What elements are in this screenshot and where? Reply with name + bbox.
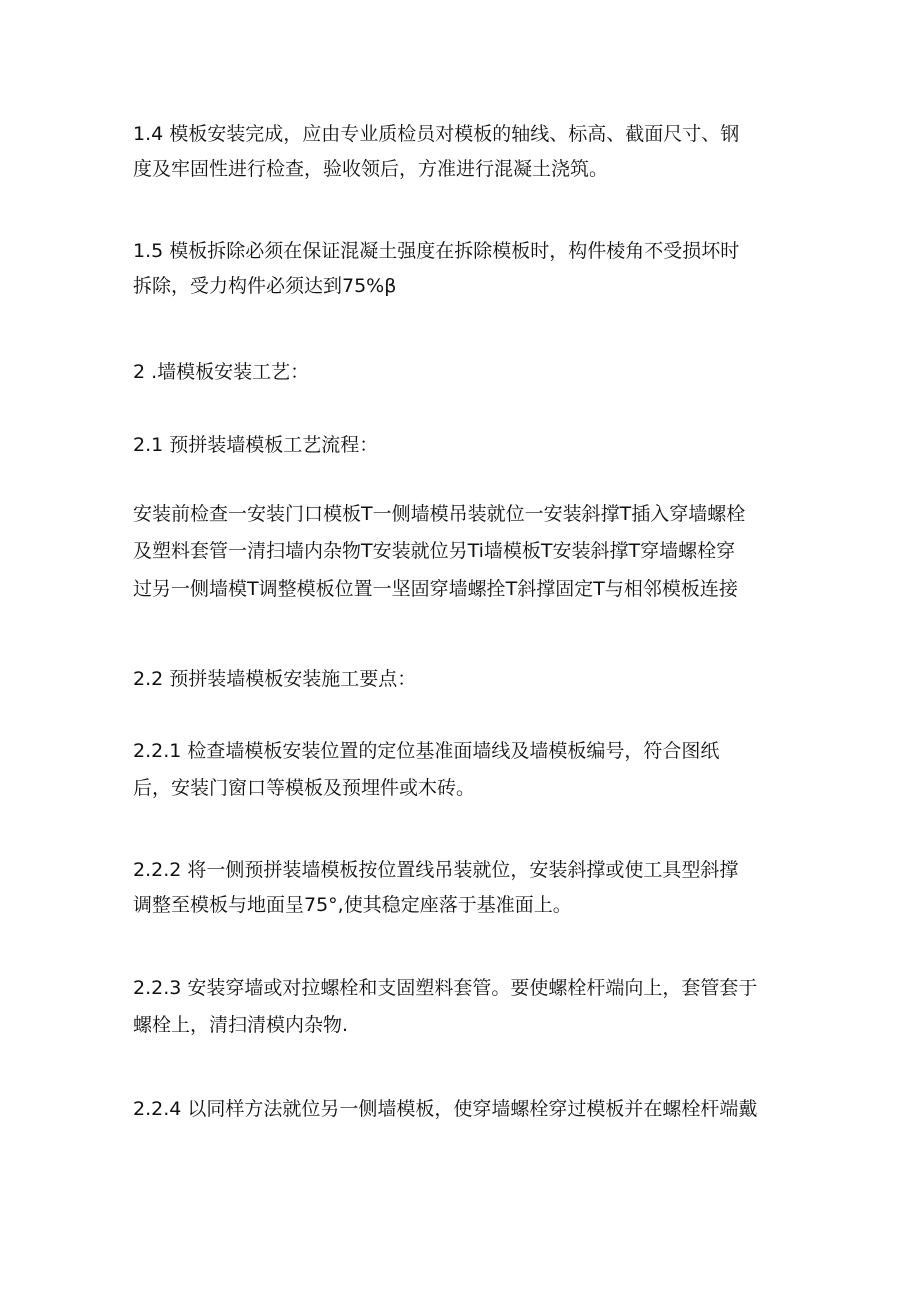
paragraph-2-2-2: [133, 853, 793, 923]
text-line: 2.2 预拼装墙模板安装施工要点：: [133, 668, 417, 690]
paragraph-2-2-3: [133, 971, 793, 1044]
text-line: 螺栓上，清扫清模内杂物.: [133, 1014, 349, 1036]
text-line: 拆除，受力构件必须达到75%β: [133, 275, 397, 297]
text-line: 及塑料套管一清扫墙内杂物T安装就位另Ti墙模板T安装斜撑T穿墙螺栓穿: [133, 540, 736, 562]
text-line: 1.4 模板安装完成，应由专业质检员对模板的轴线、标高、截面尺寸、钢: [133, 123, 740, 145]
text-line: 后，安装门窗口等模板及预埋件或木砖。: [133, 777, 476, 799]
text-line: 调整至模板与地面呈75°,使其稳定座落于基准面上。: [133, 894, 572, 916]
text-line: 2.1 预拼装墙模板工艺流程：: [133, 434, 379, 456]
text-line: 2 .墙模板安装工艺：: [133, 361, 310, 383]
text-line: 2.2.3 安装穿墙或对拉螺栓和支固塑料套管。要使螺栓杆端向上，套管套于: [133, 977, 758, 999]
text-line: 过另一侧墙模T调整模板位置一坚固穿墙螺拴T斜撑固定T与相邻模板连接: [133, 578, 738, 600]
heading-2-1-process-flow: [133, 428, 793, 463]
text-line: 2.2.4 以同样方法就位另一侧墙模板，使穿墙螺栓穿过模板并在螺栓杆端戴: [133, 1098, 758, 1120]
paragraph-2-2-4: [133, 1092, 793, 1127]
text-line: 1.5 模板拆除必须在保证混凝土强度在拆除模板时，构件棱角不受损坏时: [133, 240, 740, 262]
text-line: 度及牢固性进行检查，验收领后，方准进行混凝土浇筑。: [133, 158, 609, 180]
text-line: 2.2.2 将一侧预拼装墙模板按位置线吊装就位，安装斜撑或使工具型斜撑: [133, 859, 739, 881]
heading-2-wall-formwork: [133, 355, 793, 390]
text-line: 安装前检查一安装门口模板T一侧墙模吊装就位一安装斜撑T插入穿墙螺栓: [133, 503, 746, 525]
paragraph-process-flow: [133, 497, 793, 608]
paragraph-1-4: [133, 117, 793, 187]
heading-2-2-key-points: [133, 662, 793, 697]
paragraph-1-5: [133, 234, 793, 304]
paragraph-2-2-1: [133, 734, 793, 807]
text-line: 2.2.1 检查墙模板安装位置的定位基准面墙线及墙模板编号，符合图纸: [133, 740, 720, 762]
